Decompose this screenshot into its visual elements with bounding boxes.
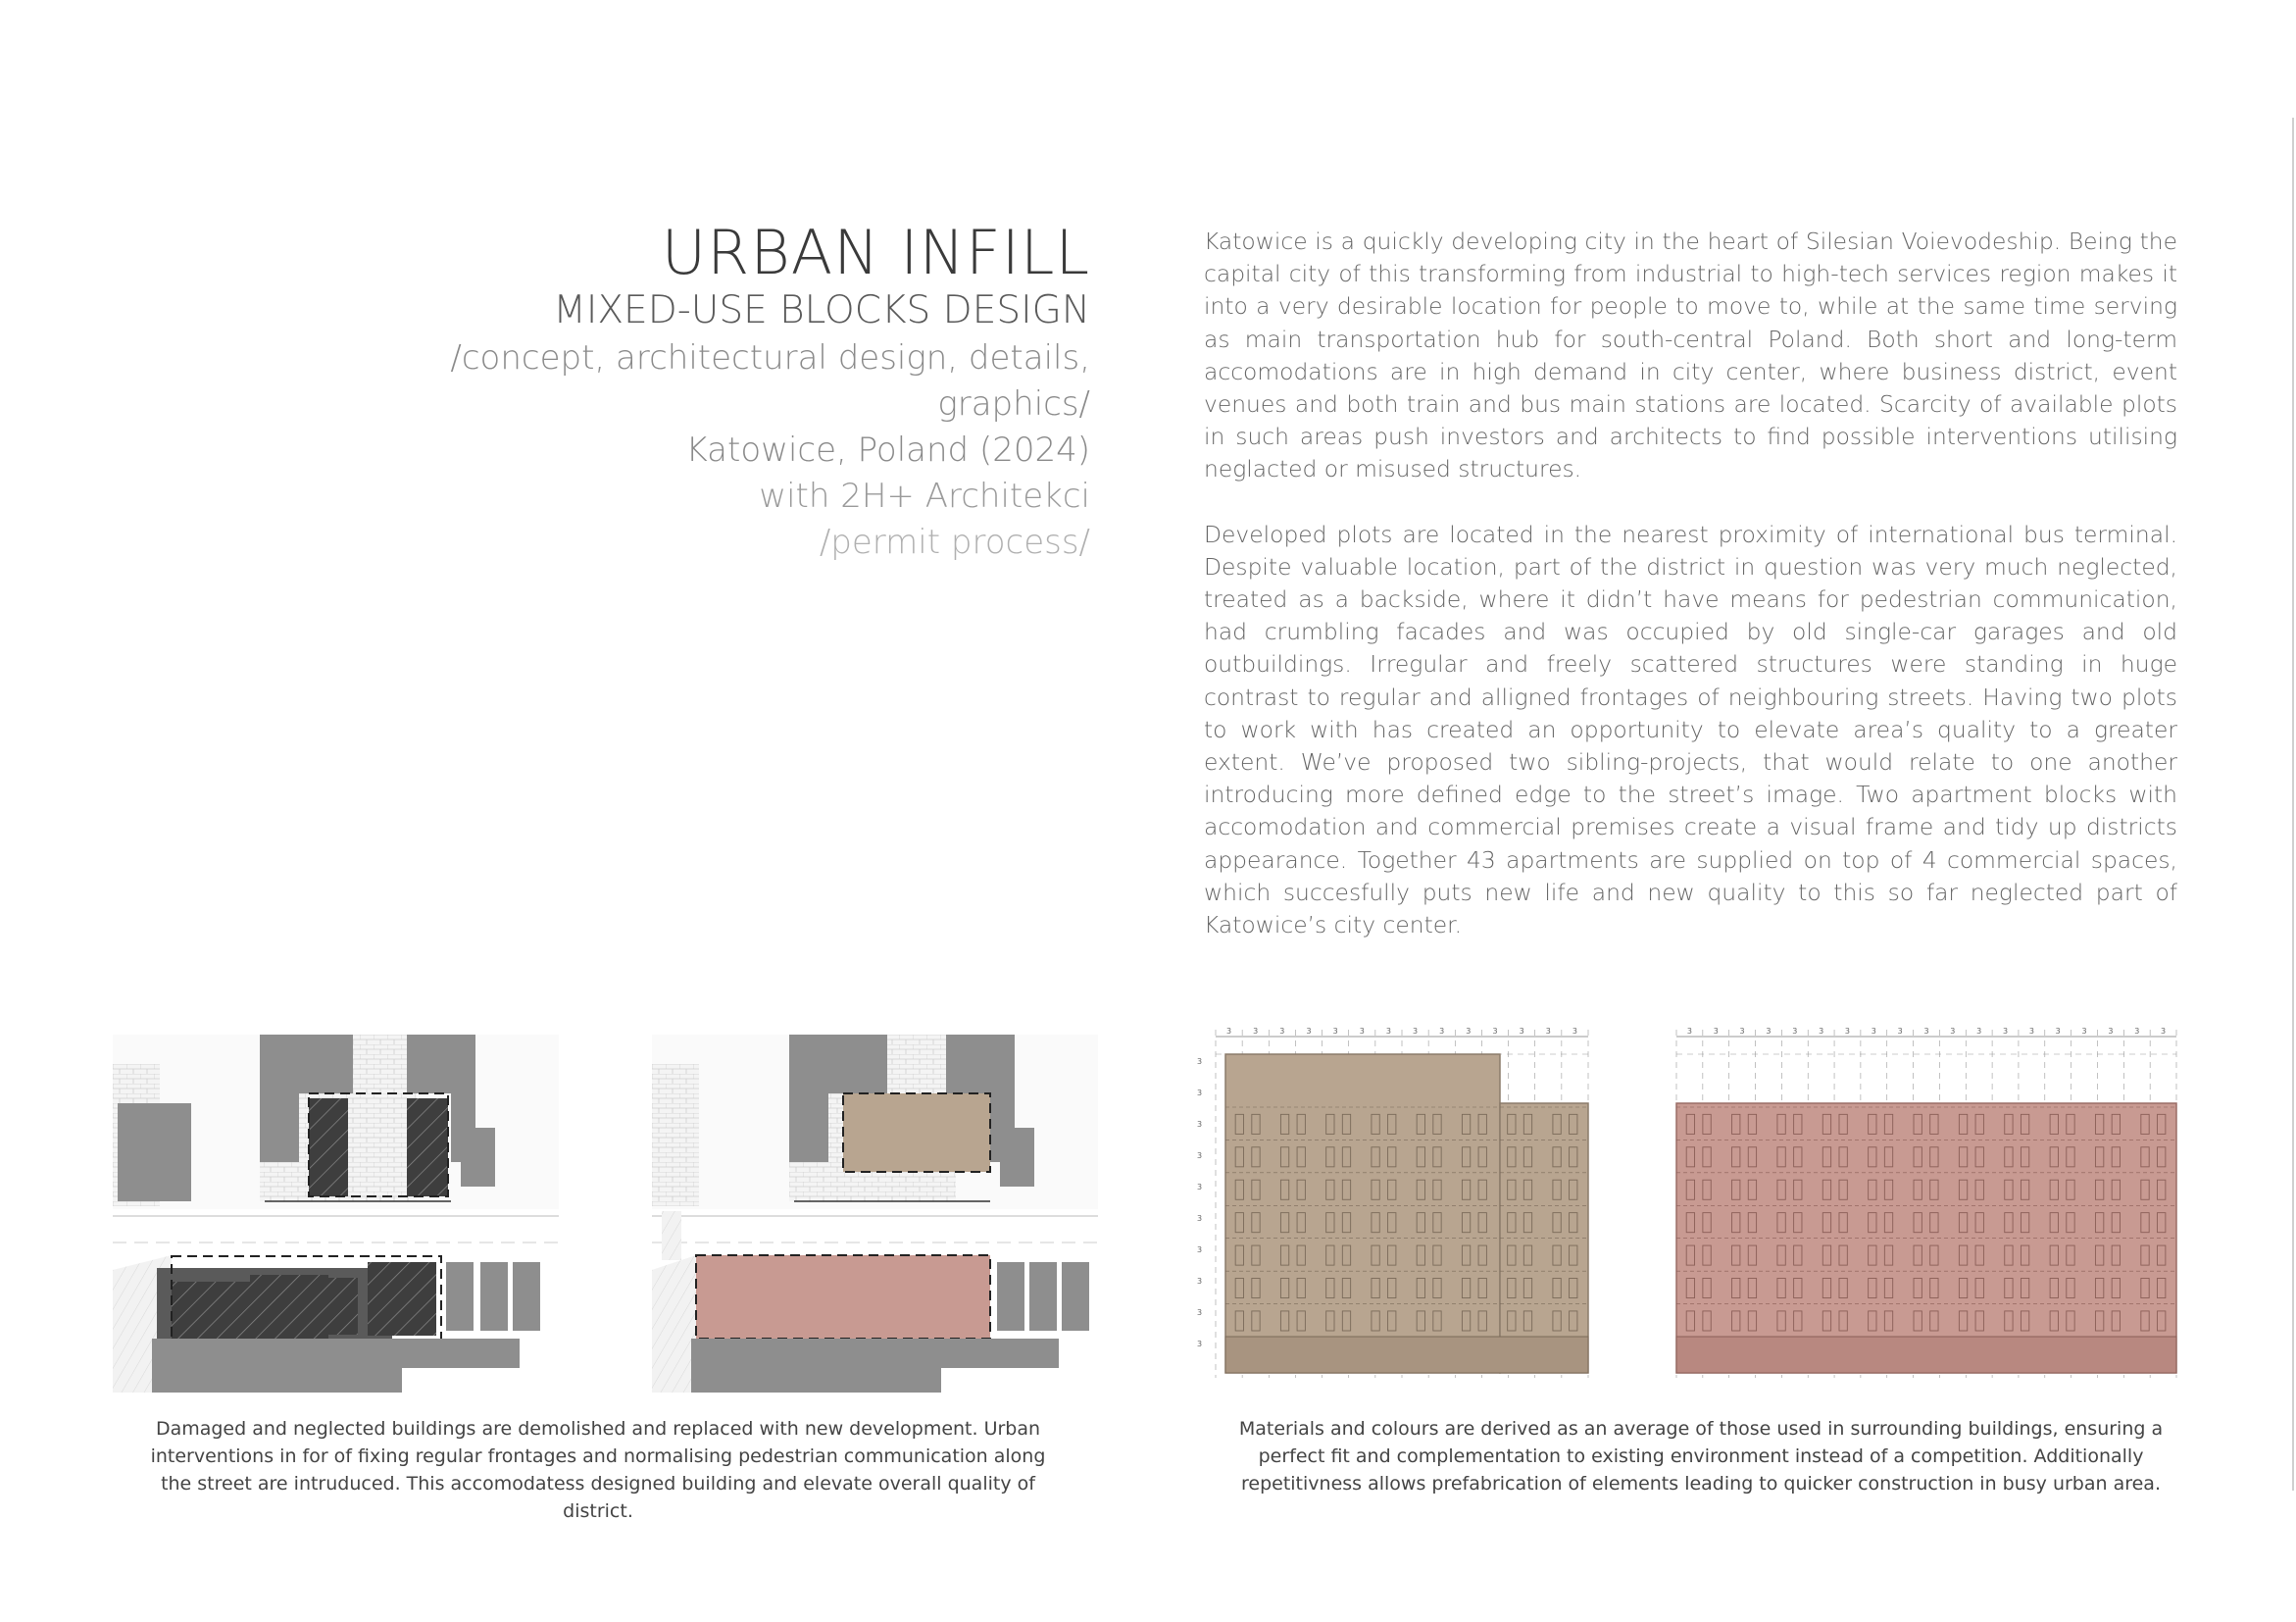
elevation-beige-ground-floor	[1225, 1337, 1588, 1373]
title-block	[294, 218, 1090, 566]
dimension-label: 3	[2134, 1027, 2140, 1036]
site-plan-caption: Damaged and neglected buildings are demolished and replaced with new development. Urban interventions in for of fixing regular frontages and normalising pedestrian communication along the street are intruduced. This accomodatess designed building and elevate overall quality of district.	[150, 1418, 1046, 1522]
dimension-label: 3	[1545, 1027, 1551, 1036]
description-paragraph-2: Developed plots are located in the nearest proximity of international bus terminal. Despite valuable location, part of the district in question was very much neglected, treated as a backside, where it didn’t have means for pedestrian communication, had crumbling facades and was occupied by old single-car garages and old outbuildings. Irregular and freely scattered structures were standing in huge contrast to regular and alligned frontages of neighbouring streets. Having two plots to work with has created an opportunity to elevate area’s quality to a greater extent. We’ve proposed two sibling-projects, that would relate to one another introducing more defined edge to the street’s image. Two apartment blocks with accomodation and commercial premises create a visual frame and tidy up districts appearance. Together 43 apartments are supplied on top of 4 commercial spaces, which succesfully puts new life and new quality to this so far neglected part of Katowice’s city center.	[1204, 520, 2177, 939]
dimension-label: 3	[1466, 1027, 1472, 1036]
site-plan-existing	[113, 1035, 559, 1393]
dimension-label: 3	[1572, 1027, 1577, 1036]
dimension-label: 3	[1519, 1027, 1524, 1036]
dimension-label: 3	[1844, 1027, 1851, 1036]
project-subtitle: MIXED-USE BLOCKS DESIGN	[553, 288, 1090, 332]
project-title: URBAN INFILL	[661, 217, 1090, 288]
dimension-label: 3	[2028, 1027, 2034, 1036]
dimension-label: 3	[1197, 1183, 1203, 1191]
elevation-pink	[1657, 1025, 2186, 1397]
dimension-label: 3	[1385, 1027, 1391, 1036]
elevation-beige-facade	[1225, 1054, 1500, 1373]
dimension-label: 3	[2161, 1027, 2167, 1036]
dimension-label: 3	[1197, 1057, 1203, 1066]
dimension-label: 3	[1197, 1214, 1203, 1223]
project-location: Katowice, Poland (2024)	[685, 431, 1090, 470]
dimension-label: 3	[1197, 1245, 1203, 1254]
dimension-label: 3	[1871, 1027, 1876, 1036]
dimension-label: 3	[1897, 1027, 1903, 1036]
dimension-label: 3	[2081, 1027, 2087, 1036]
dimension-label: 3	[1819, 1027, 1824, 1036]
elevation-caption: Materials and colours are derived as an average of those used in surrounding buildings, ensuring a perfect fit and complementation to existing environment instead of a competition. Additionally repetitivness allows prefabrication of elements leading to quicker construction in busy urban area.	[1238, 1418, 2164, 1495]
project-status: /permit process/	[819, 523, 1090, 562]
dimension-label: 3	[1332, 1027, 1338, 1036]
dimension-label: 3	[1226, 1027, 1232, 1036]
dimension-label: 3	[1713, 1027, 1719, 1036]
project-scope: /concept, architectural design, details, graphics/	[450, 338, 1090, 424]
dimension-label: 3	[1492, 1027, 1498, 1036]
elevation-pink-ground-floor	[1676, 1337, 2176, 1373]
project-collaborator: with 2H+ Architekci	[759, 477, 1090, 516]
dimension-label: 3	[1766, 1027, 1772, 1036]
dimension-label: 3	[1413, 1027, 1419, 1036]
dimension-label: 3	[2108, 1027, 2114, 1036]
dimension-label: 3	[1923, 1027, 1929, 1036]
description-text	[1204, 226, 2177, 974]
dimension-label: 3	[1279, 1027, 1285, 1036]
dimension-label: 3	[1197, 1089, 1203, 1097]
dimension-label: 3	[1253, 1027, 1259, 1036]
site-plan-proposed	[652, 1035, 1098, 1393]
dimension-label: 3	[1976, 1027, 1982, 1036]
dimension-label: 3	[1197, 1151, 1203, 1160]
dimension-label: 3	[2055, 1027, 2061, 1036]
dimension-label: 3	[1359, 1027, 1365, 1036]
dimension-label: 3	[1197, 1340, 1203, 1348]
elevation-beige	[1191, 1025, 1603, 1397]
dimension-label: 3	[1950, 1027, 1956, 1036]
dimension-label: 3	[1197, 1308, 1203, 1317]
dimension-label: 3	[1197, 1120, 1203, 1129]
dimension-label: 3	[1686, 1027, 1692, 1036]
dimension-label: 3	[1306, 1027, 1312, 1036]
dimension-label: 3	[1792, 1027, 1798, 1036]
dimension-label: 3	[1739, 1027, 1745, 1036]
dimension-label: 3	[2002, 1027, 2009, 1036]
page-edge-line	[2292, 118, 2294, 1491]
description-paragraph-1: Katowice is a quickly developing city in the heart of Silesian Voievodeship. Being the capital city of this transforming from industrial to high-tech services region makes it into a very desirable location for people to move to, while at the same time serving as main transportation hub for south-central Poland. Both short and long-term accomodations are in high demand in city center, where business district, event venues and both train and bus main stations are located. Scarcity of available plots in such areas push investors and architects to find possible interventions utilising neglacted or misused structures.	[1204, 228, 2177, 483]
dimension-label: 3	[1439, 1027, 1445, 1036]
dimension-label: 3	[1197, 1277, 1203, 1286]
